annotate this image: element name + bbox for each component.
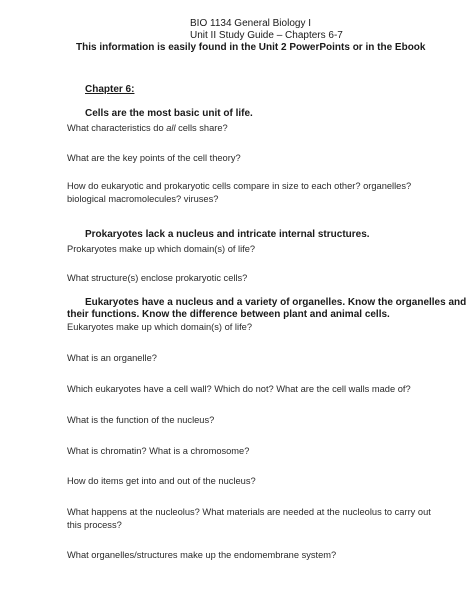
chapter-heading: Chapter 6: [85,84,135,95]
question-continuation: biological macromolecules? viruses? [67,194,219,204]
unit-title: Unit II Study Guide – Chapters 6-7 [190,30,343,41]
question: Prokaryotes make up which domain(s) of life? [67,244,256,254]
question-text: What characteristics do [67,123,167,133]
question: What structure(s) enclose prokaryotic cells? [67,273,248,283]
question: Eukaryotes make up which domain(s) of life? [67,322,252,332]
question: What happens at the nucleolus? What materials are needed at the nucleolus to carry out [67,507,431,517]
question-continuation: this process? [67,520,122,530]
question: What organelles/structures make up the endomembrane system? [67,550,337,560]
question-emphasis: all [166,123,176,133]
section-topic-continuation: their functions. Know the difference between plant and animal cells. [67,309,390,320]
section-topic: Prokaryotes lack a nucleus and intricate internal structures. [85,229,370,240]
question [67,123,228,133]
question: What is chromatin? What is a chromosome? [67,446,250,456]
source-note: This information is easily found in the Unit 2 PowerPoints or in the Ebook [76,42,426,53]
question: What is an organelle? [67,353,157,363]
question: How do items get into and out of the nucleus? [67,476,256,486]
question: What is the function of the nucleus? [67,415,215,425]
question-text: cells share? [175,123,228,133]
question: How do eukaryotic and prokaryotic cells compare in size to each other? organelles? [67,181,412,191]
section-topic: Eukaryotes have a nucleus and a variety of organelles. Know the organelles and [85,297,467,308]
section-topic: Cells are the most basic unit of life. [85,108,253,119]
course-title: BIO 1134 General Biology I [190,18,311,29]
question: What are the key points of the cell theory? [67,153,241,163]
question: Which eukaryotes have a cell wall? Which do not? What are the cell walls made of? [67,384,411,394]
